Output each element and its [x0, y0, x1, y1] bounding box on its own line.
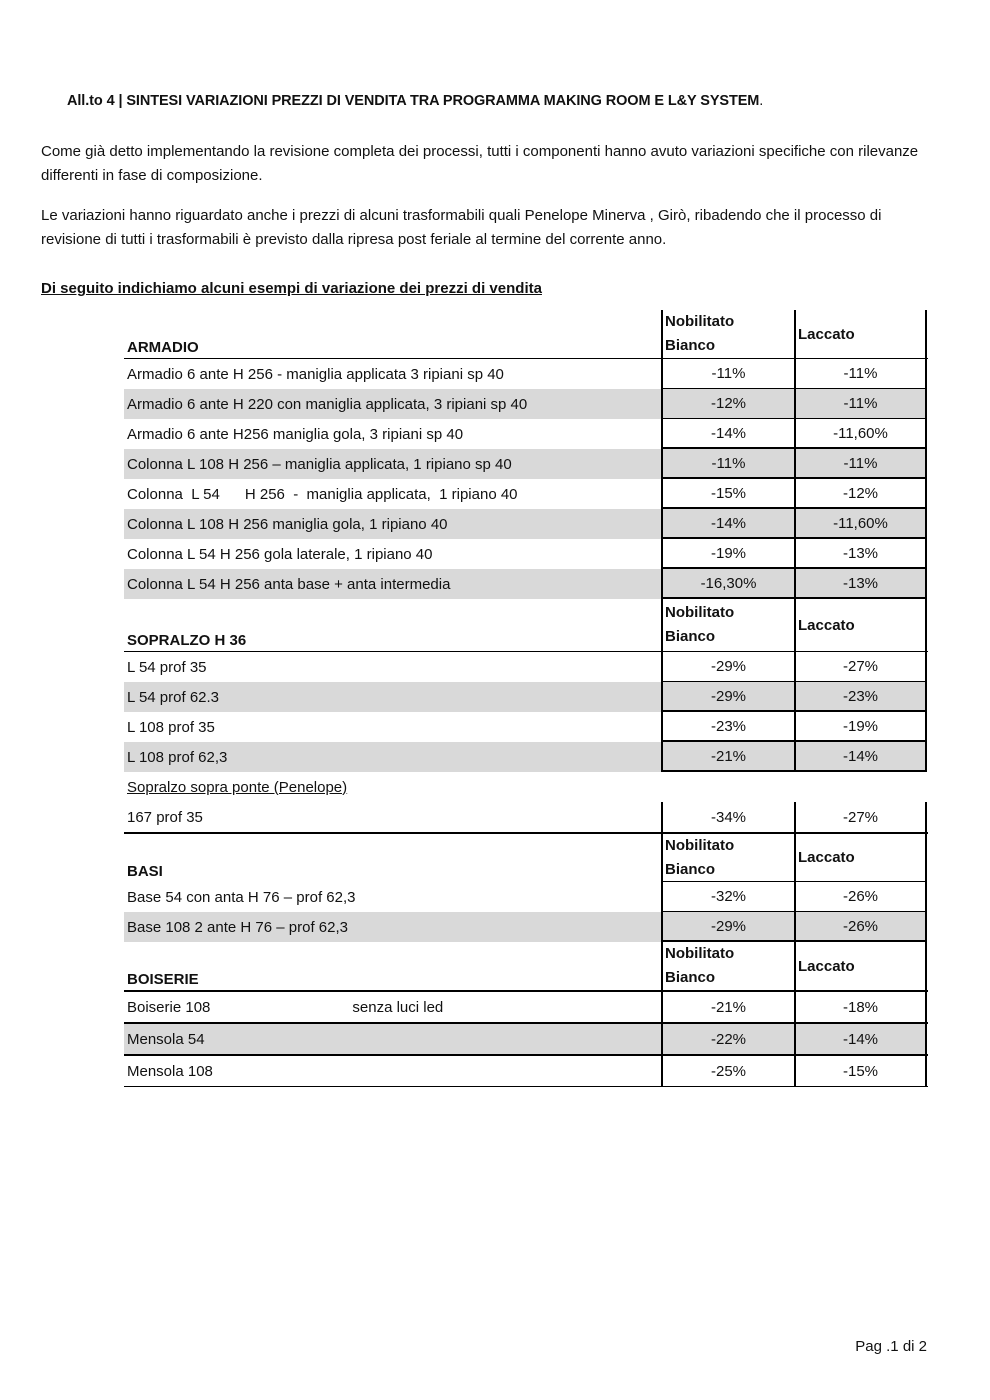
nobilitato-value: -22% — [661, 1024, 794, 1054]
col-label-line2: Bianco — [665, 337, 716, 354]
row-label: Colonna L 54 H 256 - maniglia applicata, 1 ripiano 40 — [127, 485, 518, 503]
table-row — [124, 682, 928, 712]
section-header-armadio — [124, 310, 928, 359]
intro-paragraph-1: Come già detto implementando la revisione completa dei processi, tutti i componenti hanno avuto variazioni specifiche con rilevanze differenti in fase di composizione. — [41, 143, 919, 184]
column-header-nobilitato — [661, 942, 794, 990]
document-title — [67, 93, 763, 109]
nobilitato-value: -21% — [661, 992, 794, 1022]
table-row — [124, 569, 928, 599]
table-row — [124, 539, 928, 569]
table-row — [124, 992, 928, 1024]
laccato-value: -13% — [794, 539, 927, 569]
table-row — [124, 509, 928, 539]
title-suffix: . — [759, 93, 764, 109]
column-header-nobilitato — [661, 310, 794, 358]
col-label-line1: Nobilitato — [665, 313, 735, 330]
table-subheading: Di seguito indichiamo alcuni esempi di variazione dei prezzi di vendita — [41, 280, 542, 297]
laccato-value: -11% — [794, 389, 927, 419]
row-label: L 108 prof 35 — [127, 718, 215, 736]
nobilitato-value: -29% — [661, 912, 794, 942]
laccato-value: -13% — [794, 569, 927, 599]
table-row — [124, 712, 928, 742]
row-label — [124, 992, 661, 1022]
row-label: Armadio 6 ante H256 maniglia gola, 3 ripiani sp 40 — [127, 425, 464, 443]
col-label-line2: Bianco — [665, 628, 716, 645]
col-label-line2: Bianco — [665, 969, 716, 986]
nobilitato-value: -32% — [661, 882, 794, 912]
section-header-basi — [124, 834, 928, 882]
nobilitato-value: -29% — [661, 682, 794, 712]
column-header-laccato: Laccato — [794, 310, 927, 358]
table-row — [124, 479, 928, 509]
row-label: Mensola 54 — [124, 1024, 661, 1054]
laccato-value: -26% — [794, 912, 927, 942]
nobilitato-value: -15% — [661, 479, 794, 509]
nobilitato-value: -12% — [661, 389, 794, 419]
column-header-laccato: Laccato — [794, 599, 927, 651]
section-heading: SOPRALZO H 36 — [127, 632, 247, 649]
table-row — [124, 419, 928, 449]
table-row — [124, 449, 928, 479]
title-text: All.to 4 | SINTESI VARIAZIONI PREZZI DI VENDITA TRA PROGRAMMA MAKING ROOM E L&Y SYSTEM — [67, 93, 760, 109]
row-label: L 108 prof 62,3 — [124, 742, 661, 772]
nobilitato-value: -14% — [661, 419, 794, 449]
col-label-line1: Nobilitato — [665, 945, 735, 962]
table-row — [124, 882, 928, 912]
row-label: Colonna L 54 H 256 anta base + anta intermedia — [124, 569, 661, 599]
section-heading: BOISERIE — [127, 971, 199, 988]
price-variation-table — [124, 310, 928, 1087]
nobilitato-value: -14% — [661, 509, 794, 539]
table-row — [124, 359, 928, 389]
col-label-line2: Bianco — [665, 860, 716, 878]
laccato-value: -27% — [794, 652, 927, 682]
laccato-value: -11% — [794, 449, 927, 479]
table-row — [124, 1024, 928, 1056]
row-label: Colonna L 108 H 256 – maniglia applicata, 1 ripiano sp 40 — [124, 449, 661, 479]
table-row — [124, 1056, 928, 1087]
section-heading: BASI — [127, 863, 163, 880]
laccato-value: -23% — [794, 682, 927, 712]
row-label: Colonna L 108 H 256 maniglia gola, 1 ripiano 40 — [124, 509, 661, 539]
row-label: L 54 prof 62.3 — [124, 682, 661, 712]
nobilitato-value: -21% — [661, 742, 794, 772]
nobilitato-value: -16,30% — [661, 569, 794, 599]
row-label-extra: senza luci led — [352, 998, 444, 1016]
col-label-line1: Nobilitato — [665, 604, 735, 621]
row-label: Mensola 108 — [127, 1062, 213, 1080]
laccato-value: -11% — [794, 359, 927, 389]
nobilitato-value: -11% — [661, 359, 794, 389]
laccato-value: -26% — [794, 882, 927, 912]
nobilitato-value: -34% — [661, 802, 794, 832]
laccato-value: -12% — [794, 479, 927, 509]
table-row — [124, 802, 928, 834]
sopralzo-note: Sopralzo sopra ponte (Penelope) — [127, 778, 348, 796]
table-row — [124, 389, 928, 419]
laccato-value: -14% — [794, 1024, 927, 1054]
row-label: Base 54 con anta H 76 – prof 62,3 — [127, 888, 356, 906]
row-label: 167 prof 35 — [127, 808, 203, 826]
row-label-main: Boiserie 108 — [127, 998, 211, 1016]
laccato-value: -11,60% — [794, 509, 927, 539]
nobilitato-value: -29% — [661, 652, 794, 682]
laccato-value: -18% — [794, 992, 927, 1022]
section-header-boiserie — [124, 942, 928, 992]
nobilitato-value: -23% — [661, 712, 794, 742]
col-label-line1: Nobilitato — [665, 836, 735, 854]
nobilitato-value: -19% — [661, 539, 794, 569]
table-row — [124, 652, 928, 682]
section-header-sopralzo — [124, 599, 928, 652]
row-label: Colonna L 54 H 256 gola laterale, 1 ripiano 40 — [127, 545, 433, 563]
laccato-value: -15% — [794, 1056, 927, 1086]
nobilitato-value: -25% — [661, 1056, 794, 1086]
row-label: L 54 prof 35 — [127, 658, 207, 676]
row-label: Armadio 6 ante H 256 - maniglia applicata 3 ripiani sp 40 — [127, 365, 504, 383]
column-header-nobilitato — [661, 599, 794, 651]
laccato-value: -11,60% — [794, 419, 927, 449]
section-heading: ARMADIO — [127, 339, 199, 356]
page-number: Pag .1 di 2 — [855, 1338, 927, 1355]
row-label: Base 108 2 ante H 76 – prof 62,3 — [124, 912, 661, 942]
table-row — [124, 742, 928, 772]
nobilitato-value: -11% — [661, 449, 794, 479]
intro-paragraph-2: Le variazioni hanno riguardato anche i prezzi di alcuni trasformabili quali Penelope Minerva , Girò, ribadendo che il processo di revisione di tutti i trasformabili è previsto dalla ripresa post feriale al termine del corrente anno. — [41, 207, 882, 248]
column-header-nobilitato — [661, 834, 794, 882]
row-label: Armadio 6 ante H 220 con maniglia applicata, 3 ripiani sp 40 — [124, 389, 661, 419]
laccato-value: -19% — [794, 712, 927, 742]
column-header-laccato: Laccato — [794, 942, 927, 990]
laccato-value: -14% — [794, 742, 927, 772]
column-header-laccato: Laccato — [794, 834, 927, 882]
table-row — [124, 912, 928, 942]
laccato-value: -27% — [794, 802, 927, 832]
